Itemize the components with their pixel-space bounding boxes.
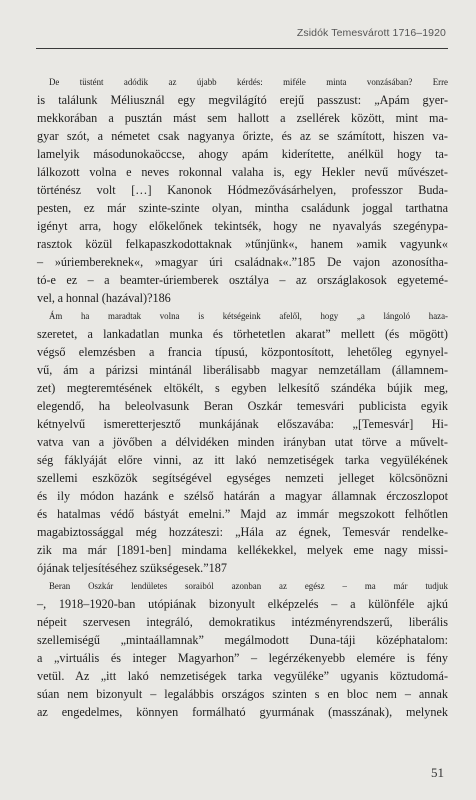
text-line: Beran Oszkár lendületes soraiból azonban az egész – ma már tudjuk <box>49 581 448 591</box>
text-line: lamelyik másodunokaöccse, ahogy apám kiderítette, anélkül hogy ta- <box>37 147 448 161</box>
body-text <box>37 73 448 721</box>
text-line: gyar szót, a németet csak nagyanya őrizte, és az se számított, hiszen va- <box>37 129 448 143</box>
text-line: lálkozott volna e neves rokonnal valaha is, egy Hekler nevű művészet- <box>37 165 448 179</box>
text-line: a „virtuális és integer Magyarhon” – legérzékenyebb elemére is fény <box>37 651 448 665</box>
text-line: elegendő, ha beleolvasunk Beran Oszkár temesvári publicista egyik <box>37 399 448 413</box>
text-line: vű, ám a párizsi mintánál liberálisabb magyar nemzetállam (államnem- <box>37 363 448 377</box>
text-line: zet) megteremtésének eltökélt, s egyben lelkesítő szándéka bújik meg, <box>37 381 448 395</box>
text-line: zik ma már [1891-ben] mindama kellékekkel, melyek eme nagy missi- <box>37 543 448 557</box>
text-line: igényt arra, hogy előkelőnek tekintsék, hogy ne nyavalyás szegénypa- <box>37 219 448 233</box>
text-line: De tüstént adódik az újabb kérdés: miféle minta vonzásában? Erre <box>49 77 448 87</box>
text-line: vatva van a jövőben a délvidéken minden irányban utat törve a művelt- <box>37 435 448 449</box>
text-line: ség fáklyáját előre vinni, az itt lakó nemzetiségek tarka vegyülékének <box>37 453 448 467</box>
text-line: súan nem bizonyult – legalábbis országos szinten s en bloc nem – annak <box>37 687 448 701</box>
text-line: Ám ha maradtak volna is kétségeink afelől, hogy „a lángoló haza- <box>49 311 448 321</box>
text-line: és hatalmas védő bástyát emelni.” Majd az immár megszokott felhőtlen <box>37 507 448 521</box>
text-line: szeretet, a lankadatlan munka és törhetetlen akarat” mellett (és mögött) <box>37 327 448 341</box>
text-line: szellemiségű „mintaállamnak” megálmodott Duna-táji középhatalom: <box>37 633 448 647</box>
running-header: Zsidók Temesvárott 1716–1920 <box>296 27 446 39</box>
paragraph <box>37 73 448 307</box>
text-line: tó-e ez – a beamter-úriemberek osztálya – az országlakosok egyetemé- <box>37 273 448 287</box>
text-line: magabiztossággal még hozzáteszi: „Hála az égnek, Temesvár rendelke- <box>37 525 448 539</box>
text-line: és ily módon hazánk e szélső határán a magyar államnak érczoszlopot <box>37 489 448 503</box>
text-line: mekkorában a pusztán mást sem hallott a zsellérek között, mint ma- <box>37 111 448 125</box>
text-line: pesten, ez már szinte-szinte olyan, mintha családunk joggal tarthatna <box>37 201 448 215</box>
text-line: kétnyelvű ismeretterjesztő munkájának előszavába: „[Temesvár] Hi- <box>37 417 448 431</box>
text-line: szellemi eszközök segítségével egységes nemzeti jelleget kölcsönözni <box>37 471 448 485</box>
text-line: – »úriembereknek«, »magyar úri családnak«.”185 De vajon azonosítha- <box>37 255 448 269</box>
text-line: ójának teljesítéséhez szükségesek.”187 <box>37 561 227 575</box>
text-line: is találunk Méliusznál egy megvilágító erejű passzust: „Apám gyer- <box>37 93 448 107</box>
paragraph <box>37 577 448 721</box>
text-line: végső elemzésben a francia típusú, központosított, lehetőleg egynyel- <box>37 345 448 359</box>
text-line: népeit szervesen integráló, demokratikus intézményrendszerű, liberális <box>37 615 448 629</box>
text-line: az engedelmes, könnyen formálható gyurmának (masszának), melynek <box>37 705 448 719</box>
text-line: vel, a honnal (hazával)?186 <box>37 291 171 305</box>
page-number: 51 <box>431 765 444 780</box>
text-line: rasztok közül felkapaszkodottaknak »tűnjünk«, hanem »amik vagyunk« <box>37 237 448 251</box>
text-line: vetül. Az „itt lakó nemzetiségek tarka vegyüléke” ugyanis köztudomá- <box>37 669 448 683</box>
text-line: –, 1918–1920-ban utópiának bizonyult elképzelés – a különféle ajkú <box>37 597 448 611</box>
header-rule <box>36 48 448 49</box>
text-line: történész volt […] Kanonok Hódmezővásárhelyen, professzor Buda- <box>37 183 448 197</box>
paragraph <box>37 307 448 577</box>
